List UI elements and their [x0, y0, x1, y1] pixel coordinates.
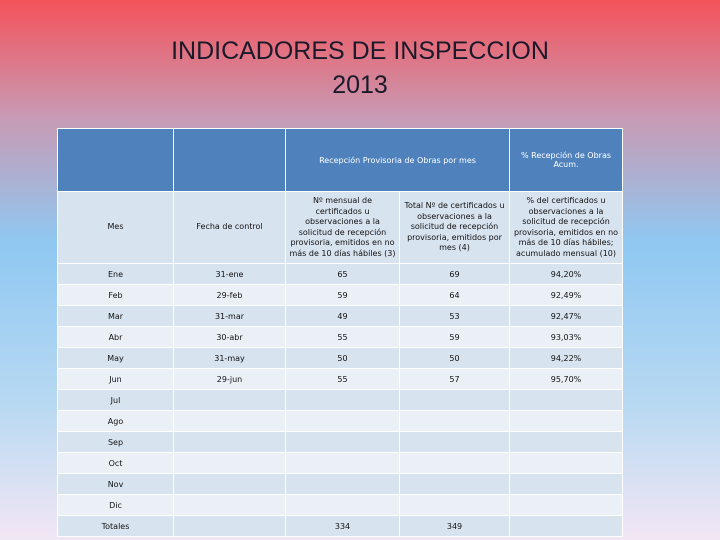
- total-cell: 64: [400, 285, 510, 306]
- mes-cell: Ene: [58, 264, 174, 285]
- mes-cell: Ago: [58, 411, 174, 432]
- header-blank-cell: [58, 129, 174, 192]
- mes-cell: Mar: [58, 306, 174, 327]
- total-cell: [400, 411, 510, 432]
- table-row: [58, 306, 623, 327]
- total-cell: 53: [400, 306, 510, 327]
- table-row: [58, 369, 623, 390]
- mes-cell: Jun: [58, 369, 174, 390]
- table-row: [58, 453, 623, 474]
- mes-cell: Feb: [58, 285, 174, 306]
- table-row: [58, 432, 623, 453]
- table-group-header-row: [58, 129, 623, 192]
- table-row: [58, 390, 623, 411]
- fecha-cell: [174, 453, 286, 474]
- porcentaje-cell: [510, 411, 623, 432]
- column-header-porcentaje: % del certificados u observaciones a la solicitud de recepción provisoria, emitidos en no más de 10 días hábiles; acumulado mensual (10): [510, 192, 623, 264]
- total-cell: 69: [400, 264, 510, 285]
- total-cell: [400, 453, 510, 474]
- column-header-fecha: Fecha de control: [174, 192, 286, 264]
- table-body: [58, 264, 623, 537]
- fecha-cell: [174, 516, 286, 537]
- mensual-cell: 65: [286, 264, 400, 285]
- mes-cell: Dic: [58, 495, 174, 516]
- table-row: [58, 474, 623, 495]
- fecha-cell: 31-ene: [174, 264, 286, 285]
- total-cell: [400, 390, 510, 411]
- table-row: [58, 516, 623, 537]
- fecha-cell: [174, 474, 286, 495]
- porcentaje-cell: 92,49%: [510, 285, 623, 306]
- mes-cell: Oct: [58, 453, 174, 474]
- porcentaje-cell: 94,20%: [510, 264, 623, 285]
- mes-cell: Abr: [58, 327, 174, 348]
- mensual-cell: [286, 411, 400, 432]
- porcentaje-cell: [510, 432, 623, 453]
- fecha-cell: [174, 495, 286, 516]
- mes-cell: Totales: [58, 516, 174, 537]
- porcentaje-cell: [510, 390, 623, 411]
- table-row: [58, 348, 623, 369]
- total-cell: 50: [400, 348, 510, 369]
- group-header-recepcion: Recepción Provisoria de Obras por mes: [286, 129, 510, 192]
- group-header-porcentaje: % Recepción de Obras Acum.: [510, 129, 623, 192]
- porcentaje-cell: [510, 495, 623, 516]
- fecha-cell: [174, 390, 286, 411]
- column-header-mensual: Nº mensual de certificados u observaciones a la solicitud de recepción provisoria, emitidos en no más de 10 días hábiles (3): [286, 192, 400, 264]
- title-line-2: 2013: [332, 71, 388, 99]
- fecha-cell: 29-feb: [174, 285, 286, 306]
- mensual-cell: 334: [286, 516, 400, 537]
- fecha-cell: 31-may: [174, 348, 286, 369]
- porcentaje-cell: 94,22%: [510, 348, 623, 369]
- total-cell: 59: [400, 327, 510, 348]
- page-title: [0, 34, 720, 102]
- mensual-cell: 50: [286, 348, 400, 369]
- fecha-cell: [174, 432, 286, 453]
- porcentaje-cell: 92,47%: [510, 306, 623, 327]
- fecha-cell: [174, 411, 286, 432]
- mes-cell: Nov: [58, 474, 174, 495]
- porcentaje-cell: [510, 474, 623, 495]
- mes-cell: Jul: [58, 390, 174, 411]
- column-header-mes: Mes: [58, 192, 174, 264]
- fecha-cell: 30-abr: [174, 327, 286, 348]
- mes-cell: May: [58, 348, 174, 369]
- porcentaje-cell: [510, 516, 623, 537]
- porcentaje-cell: 93,03%: [510, 327, 623, 348]
- indicators-table: [57, 128, 623, 537]
- table-row: [58, 264, 623, 285]
- total-cell: 349: [400, 516, 510, 537]
- fecha-cell: 31-mar: [174, 306, 286, 327]
- header-blank-cell: [174, 129, 286, 192]
- total-cell: 57: [400, 369, 510, 390]
- mensual-cell: 55: [286, 369, 400, 390]
- mensual-cell: 49: [286, 306, 400, 327]
- table-row: [58, 495, 623, 516]
- mensual-cell: 55: [286, 327, 400, 348]
- table-row: [58, 411, 623, 432]
- mensual-cell: [286, 390, 400, 411]
- mensual-cell: [286, 474, 400, 495]
- total-cell: [400, 432, 510, 453]
- mensual-cell: [286, 453, 400, 474]
- title-line-1: INDICADORES DE INSPECCION: [171, 37, 549, 65]
- porcentaje-cell: [510, 453, 623, 474]
- mes-cell: Sep: [58, 432, 174, 453]
- table-column-header-row: [58, 192, 623, 264]
- table-row: [58, 285, 623, 306]
- porcentaje-cell: 95,70%: [510, 369, 623, 390]
- total-cell: [400, 495, 510, 516]
- mensual-cell: [286, 495, 400, 516]
- table-row: [58, 327, 623, 348]
- mensual-cell: 59: [286, 285, 400, 306]
- fecha-cell: 29-jun: [174, 369, 286, 390]
- total-cell: [400, 474, 510, 495]
- column-header-total: Total Nº de certificados u observaciones a la solicitud de recepción provisoria, emitidos por mes (4): [400, 192, 510, 264]
- mensual-cell: [286, 432, 400, 453]
